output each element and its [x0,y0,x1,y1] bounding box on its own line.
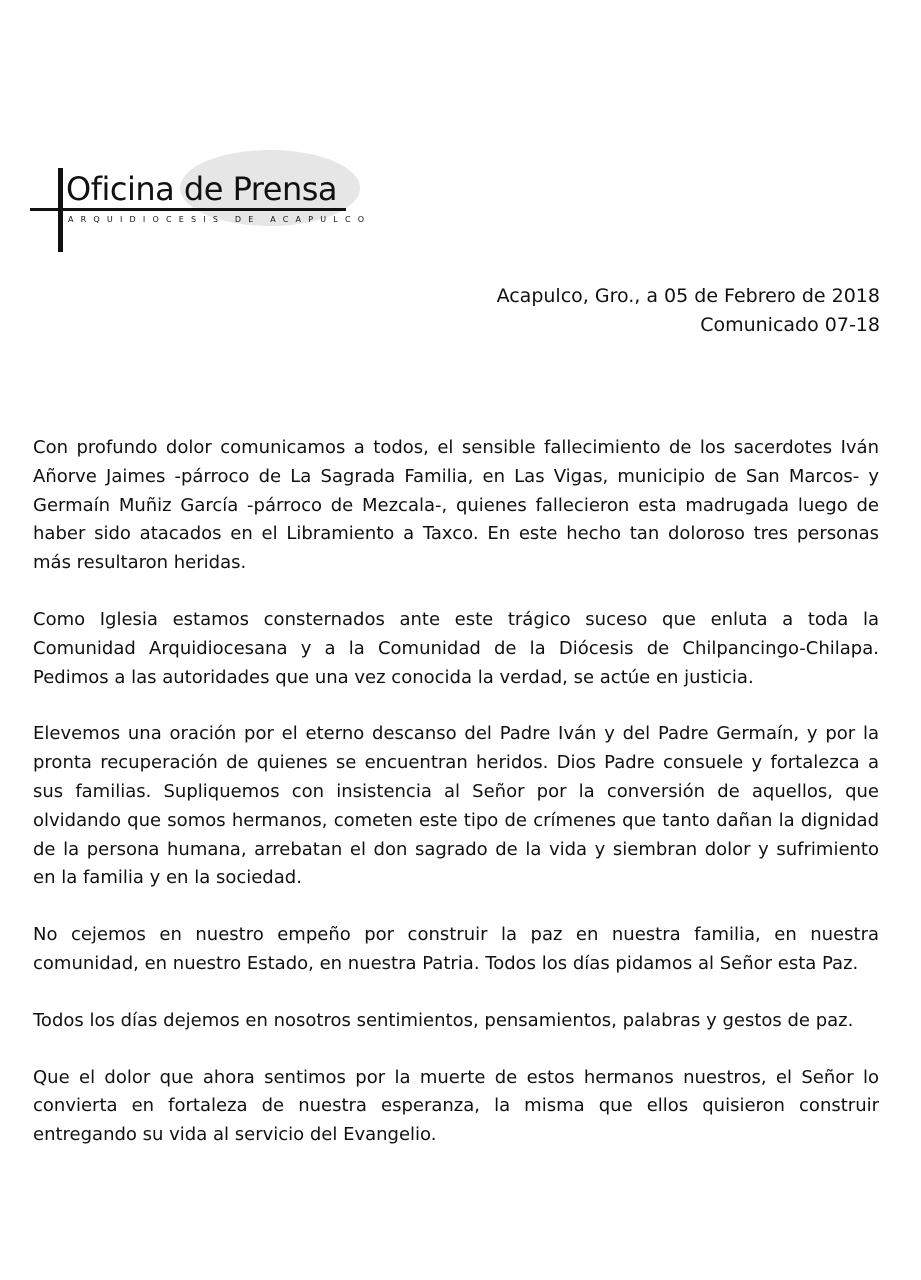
paragraph-5: Todos los días dejemos en nosotros sentimientos, pensamientos, palabras y gestos de paz. [33,1009,854,1031]
paragraph-3: Elevemos una oración por el eterno descanso del Padre Iván y del Padre Germaín, y por la pronta recuperación de quienes se encuentran heridos. Dios Padre consuele y fortalezca a sus familias. Supliquemos con insistencia al Señor por la conversión de aquellos, que olvidando que somos hermanos, cometen este tipo de crímenes que tanto dañan la dignidad de la persona humana, arrebatan el don sagrado de la vida y siembran dolor y sufrimiento en la familia y en la sociedad. [33,723,879,889]
press-office-logo [30,148,372,258]
paragraph-4: No cejemos en nuestro empeño por construir la paz en nuestra familia, en nuestra comunidad, en nuestro Estado, en nuestra Patria. Todos los días pidamos al Señor esta Paz. [33,924,879,974]
cross-horizontal-bar [30,208,346,211]
communique-number: Comunicado 07-18 [700,314,880,336]
logo-subtitle: ARQUIDIOCESIS DE ACAPULCO [68,215,372,224]
paragraph-2: Como Iglesia estamos consternados ante este trágico suceso que enluta a toda la Comunidad Arquidiocesana y a la Comunidad de la Diócesis de Chilpancingo-Chilapa. Pedimos a las autoridades que una vez conocida la verdad, se actúe en justicia. [33,608,879,688]
logo-title: Oficina de Prensa [66,170,337,208]
dateline [497,282,880,340]
paragraph-6: Que el dolor que ahora sentimos por la muerte de estos hermanos nuestros, el Señor lo convierta en fortaleza de nuestra esperanza, la misma que ellos quisieron construir entregando su vida al servicio del Evangelio. [33,1066,879,1146]
communique-body [33,434,879,1178]
place-date: Acapulco, Gro., a 05 de Febrero de 2018 [496,285,880,307]
paragraph-1: Con profundo dolor comunicamos a todos, el sensible fallecimiento de los sacerdotes Iván Añorve Jaimes -párroco de La Sagrada Familia, en Las Vigas, municipio de San Marcos- y Germaín Muñiz García -párroco de Mezcala-, quienes fallecieron esta madrugada luego de haber sido atacados en el Libramiento a Taxco. En este hecho tan doloroso tres personas más resultaron heridas. [33,437,879,574]
